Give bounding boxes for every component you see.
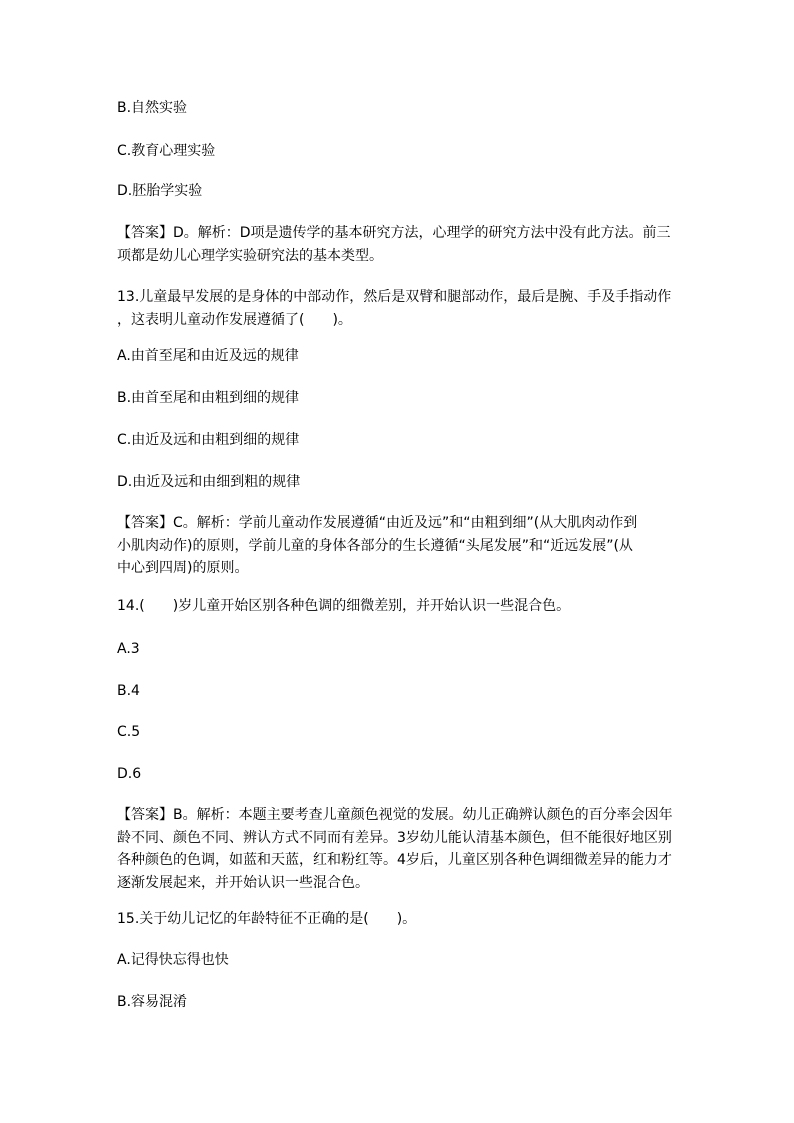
option-a — [117, 345, 299, 368]
option-d — [117, 763, 141, 786]
option-a — [117, 638, 140, 661]
text-line: D.胚胎学实验 — [117, 183, 203, 199]
text-line: B.容易混淆 — [117, 994, 188, 1010]
text-line: 13.儿童最早发展的是身体的中部动作，然后是双臂和腿部动作，最后是腕、手及手指动作 — [117, 289, 672, 305]
option-b — [117, 387, 299, 410]
option-b — [117, 97, 187, 120]
answer-13 — [117, 512, 637, 580]
option-b — [117, 680, 140, 703]
text-line: 龄不同、颜色不同、辨认方式不同而有差异。3岁幼儿能认清基本颜色，但不能很好地区别 — [117, 829, 672, 846]
text-line: B.由首至尾和由粗到细的规律 — [117, 390, 300, 406]
text-line: D.6 — [117, 766, 142, 782]
text-line: 项都是幼儿心理学实验研究法的基本类型。 — [117, 247, 383, 264]
text-line: 各种颜色的色调，如蓝和天蓝，红和粉红等。4岁后，儿童区别各种色调细微差异的能力才 — [117, 852, 672, 868]
option-c — [117, 140, 215, 163]
text-line: 【答案】D。解析：D项是遗传学的基本研究方法，心理学的研究方法中没有此方法。前三 — [117, 225, 671, 241]
text-line: 【答案】C。解析：学前儿童动作发展遵循“由近及远”和“由粗到细”(从大肌肉动作到 — [117, 515, 638, 531]
text-line: C.由近及远和由粗到细的规律 — [117, 432, 300, 448]
question-14 — [117, 595, 570, 618]
question-15 — [117, 908, 416, 931]
option-c — [117, 721, 140, 744]
option-c — [117, 429, 299, 452]
option-d — [117, 471, 300, 494]
text-line: B.4 — [117, 683, 140, 699]
text-line: 小肌肉动作)的原则，学前儿童的身体各部分的生长遵循“头尾发展”和“近远发展”(从 — [117, 537, 633, 554]
text-line: ，这表明儿童动作发展遵循了( )。 — [117, 311, 352, 328]
text-line: 15.关于幼儿记忆的年龄特征不正确的是( )。 — [117, 911, 417, 927]
text-line: D.由近及远和由细到粗的规律 — [117, 474, 301, 490]
text-line: C.5 — [117, 724, 141, 740]
text-line: A.由首至尾和由近及远的规律 — [117, 348, 299, 364]
answer-12 — [117, 222, 671, 267]
option-b — [117, 991, 187, 1014]
option-a — [117, 949, 229, 972]
text-line: A.3 — [117, 641, 140, 657]
text-line: A.记得快忘得也快 — [117, 952, 229, 968]
text-line: 逐渐发展起来，并开始认识一些混合色。 — [117, 874, 369, 891]
text-line: 14.( )岁儿童开始区别各种色调的细微差别，并开始认识一些混合色。 — [117, 598, 571, 614]
answer-14 — [117, 804, 673, 894]
question-13 — [117, 286, 671, 331]
option-d — [117, 180, 202, 203]
text-line: 中心到四周)的原则。 — [117, 560, 249, 576]
text-line: B.自然实验 — [117, 100, 188, 116]
text-line: C.教育心理实验 — [117, 143, 216, 159]
text-line: 【答案】B。解析：本题主要考查儿童颜色视觉的发展。幼儿正确辨认颜色的百分率会因年 — [117, 807, 673, 823]
